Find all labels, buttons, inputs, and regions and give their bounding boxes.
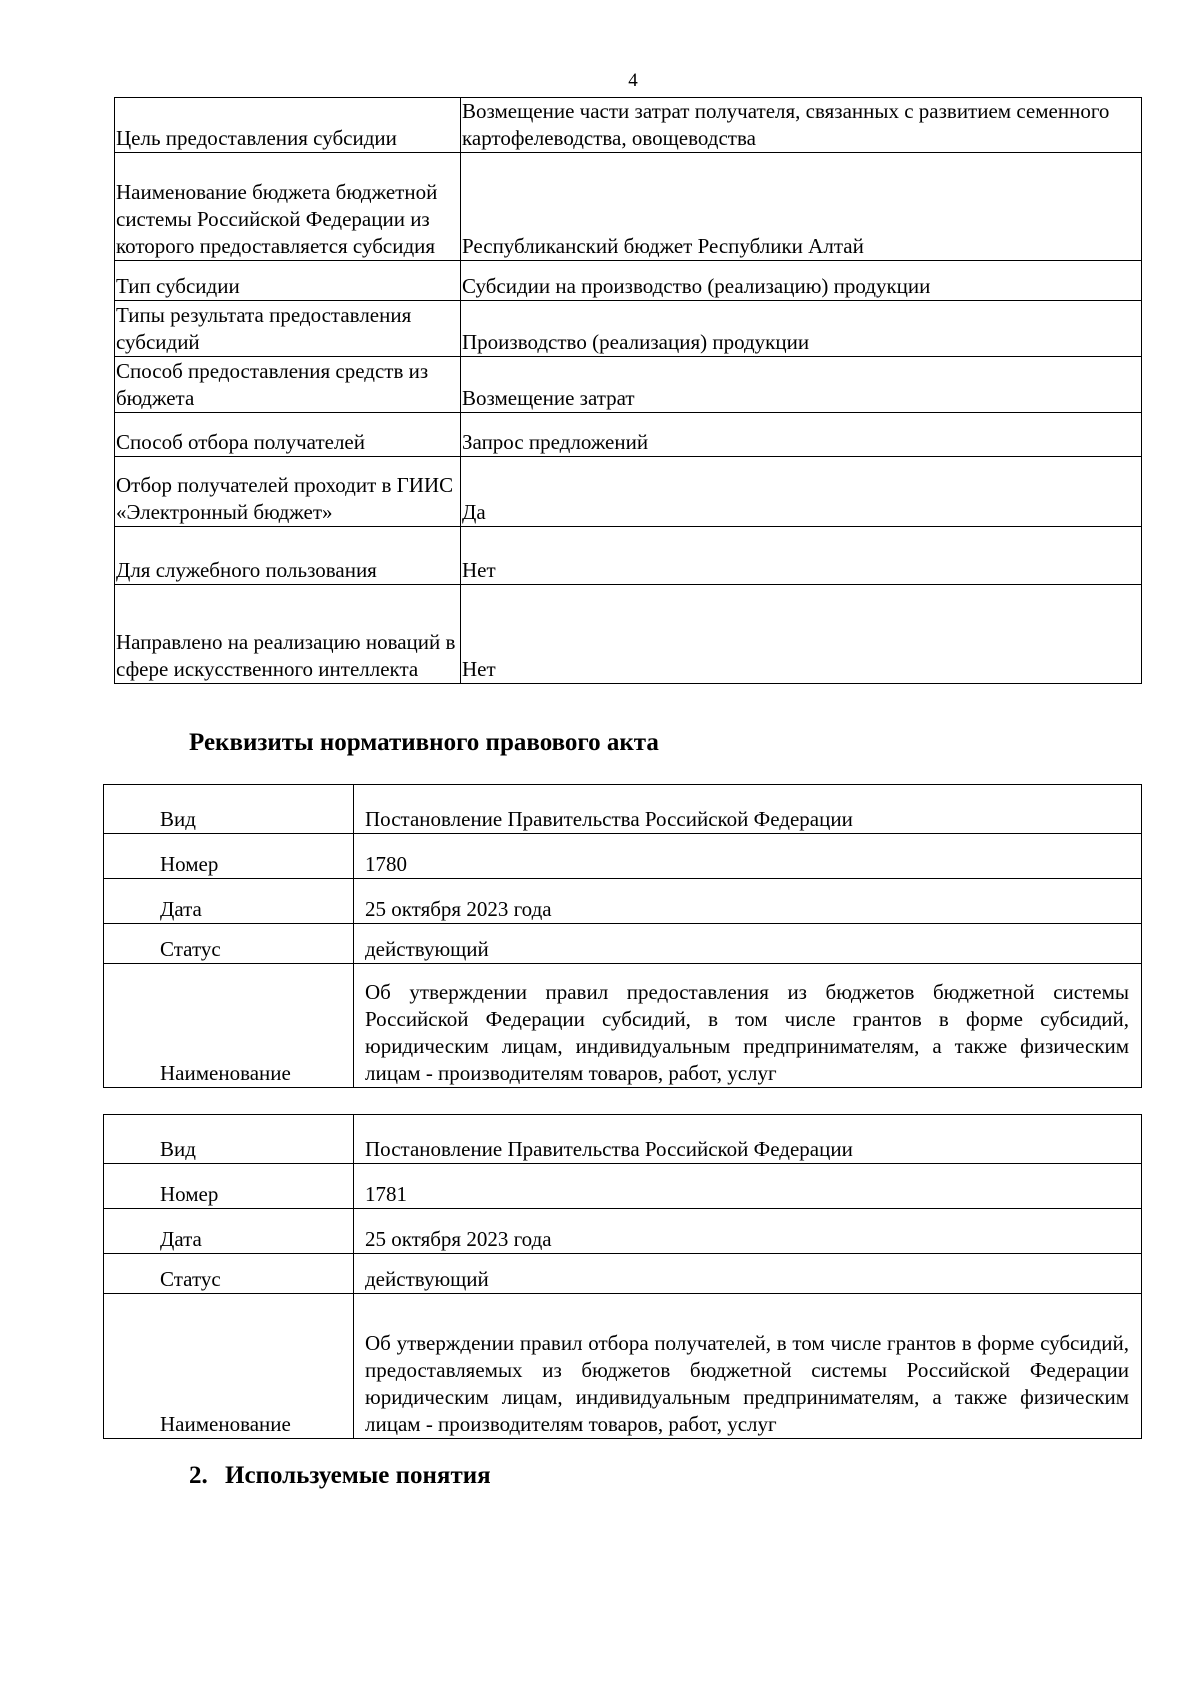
table-row	[115, 261, 1142, 301]
table-row	[104, 924, 1142, 964]
legal-act-table	[103, 784, 1142, 1088]
act-name: Об утверждении правил предоставления из бюджетов бюджетной системы Российской Федерации субсидий, в том числе грантов в форме субсидий, юридическим лицам, индивидуальным предпринимателям, а также физическим лицам - производителям товаров, работ, услуг	[354, 964, 1142, 1088]
row-label: Направлено на реализацию новаций в сфере искусственного интеллекта	[115, 585, 461, 684]
act-status: действующий	[354, 924, 1142, 964]
table-row	[115, 153, 1142, 261]
act-label-kind: Вид	[104, 1115, 354, 1164]
row-label: Наименование бюджета бюджетной системы Российской Федерации из которого предоставляется субсидия	[115, 153, 461, 261]
table-row	[104, 1115, 1142, 1164]
table-row	[115, 413, 1142, 457]
act-number: 1780	[354, 834, 1142, 879]
row-value: Возмещение части затрат получателя, связанных с развитием семенного картофелеводства, овощеводства	[461, 98, 1142, 153]
table-row	[104, 785, 1142, 834]
row-value: Республиканский бюджет Республики Алтай	[461, 153, 1142, 261]
act-label-status: Статус	[104, 1254, 354, 1294]
table-row	[115, 301, 1142, 357]
act-status: действующий	[354, 1254, 1142, 1294]
act-label-date: Дата	[104, 879, 354, 924]
table-row	[115, 357, 1142, 413]
act-name: Об утверждении правил отбора получателей, в том числе грантов в форме субсидий, предоставляемых из бюджетов бюджетной системы Российской Федерации юридическим лицам, индивидуальным предпринимателям, а также физическим лицам - производителям товаров, работ, услуг	[354, 1294, 1142, 1439]
legal-act-table	[103, 1114, 1142, 1439]
row-value: Нет	[461, 527, 1142, 585]
row-label: Отбор получателей проходит в ГИИС «Электронный бюджет»	[115, 457, 461, 527]
table-row	[104, 1209, 1142, 1254]
table-row	[115, 585, 1142, 684]
act-label-kind: Вид	[104, 785, 354, 834]
table-row	[104, 964, 1142, 1088]
table-row	[115, 457, 1142, 527]
page-number: 4	[628, 70, 638, 91]
section-number: 2.	[189, 1462, 208, 1489]
section-2-heading	[189, 1460, 491, 1492]
row-label: Способ отбора получателей	[115, 413, 461, 457]
act-date: 25 октября 2023 года	[354, 879, 1142, 924]
act-label-name: Наименование	[104, 964, 354, 1088]
row-value: Нет	[461, 585, 1142, 684]
table-row	[104, 1254, 1142, 1294]
table-row	[104, 1164, 1142, 1209]
act-label-date: Дата	[104, 1209, 354, 1254]
section-title: Используемые понятия	[225, 1462, 491, 1489]
row-value: Возмещение затрат	[461, 357, 1142, 413]
row-label: Для служебного пользования	[115, 527, 461, 585]
row-value: Запрос предложений	[461, 413, 1142, 457]
table-row	[115, 98, 1142, 153]
act-label-number: Номер	[104, 1164, 354, 1209]
row-label: Способ предоставления средств из бюджета	[115, 357, 461, 413]
row-value: Производство (реализация) продукции	[461, 301, 1142, 357]
subsidy-info-table	[114, 97, 1142, 684]
act-label-name: Наименование	[104, 1294, 354, 1439]
act-label-status: Статус	[104, 924, 354, 964]
row-value: Субсидии на производство (реализацию) продукции	[461, 261, 1142, 301]
table-row	[115, 527, 1142, 585]
act-kind: Постановление Правительства Российской Федерации	[354, 1115, 1142, 1164]
table-row	[104, 879, 1142, 924]
row-label: Типы результата предоставления субсидий	[115, 301, 461, 357]
row-label: Цель предоставления субсидии	[115, 98, 461, 153]
requisites-heading: Реквизиты нормативного правового акта	[189, 729, 659, 756]
act-kind: Постановление Правительства Российской Федерации	[354, 785, 1142, 834]
table-row	[104, 834, 1142, 879]
act-label-number: Номер	[104, 834, 354, 879]
table-row	[104, 1294, 1142, 1439]
row-value: Да	[461, 457, 1142, 527]
act-number: 1781	[354, 1164, 1142, 1209]
act-date: 25 октября 2023 года	[354, 1209, 1142, 1254]
row-label: Тип субсидии	[115, 261, 461, 301]
